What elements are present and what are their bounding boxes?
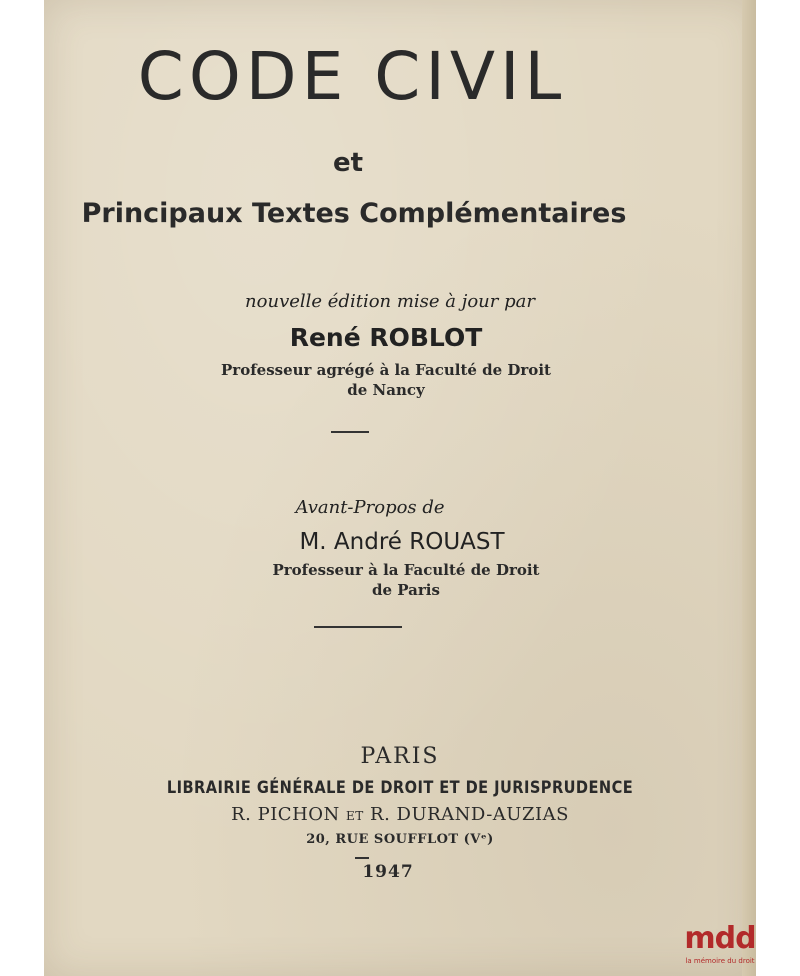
printers-line: [44, 804, 756, 825]
foreword-note: Avant-Propos de: [295, 497, 445, 518]
divider-short: [331, 431, 369, 433]
book-title: CODE CIVIL: [137, 38, 567, 115]
conjunction-et: et: [332, 148, 364, 178]
watermark-mark: mdd: [684, 921, 756, 956]
printer-joiner: ET: [346, 809, 364, 823]
watermark-tagline: la mémoire du droit: [685, 957, 755, 965]
author-affiliation-line1: Professeur agrégé à la Faculté de Droit: [221, 361, 551, 379]
book-subtitle: Principaux Textes Complémentaires: [81, 198, 627, 229]
printer-1: R. PICHON: [231, 804, 340, 825]
publication-city: PARIS: [360, 744, 440, 769]
author-name: René ROBLOT: [289, 323, 483, 352]
foreword-author: M. André ROUAST: [299, 529, 505, 555]
watermark-logo: [680, 922, 760, 972]
publication-year: 1947: [362, 862, 414, 882]
foreword-affiliation-line2: de Paris: [372, 581, 440, 599]
divider-tiny: [355, 857, 369, 859]
title-page: [44, 0, 756, 976]
author-affiliation-line2: de Nancy: [347, 381, 425, 399]
book-binding-edge: [742, 0, 756, 976]
edition-note: nouvelle édition mise à jour par: [245, 291, 535, 312]
foreword-affiliation-line1: Professeur à la Faculté de Droit: [272, 561, 540, 579]
publisher-name: LIBRAIRIE GÉNÉRALE DE DROIT ET DE JURISPRUDENCE: [166, 778, 634, 798]
divider-long: [314, 626, 402, 628]
publisher-address: 20, RUE SOUFFLOT (Vᵉ): [306, 832, 494, 847]
printer-2: R. DURAND-AUZIAS: [370, 804, 569, 825]
